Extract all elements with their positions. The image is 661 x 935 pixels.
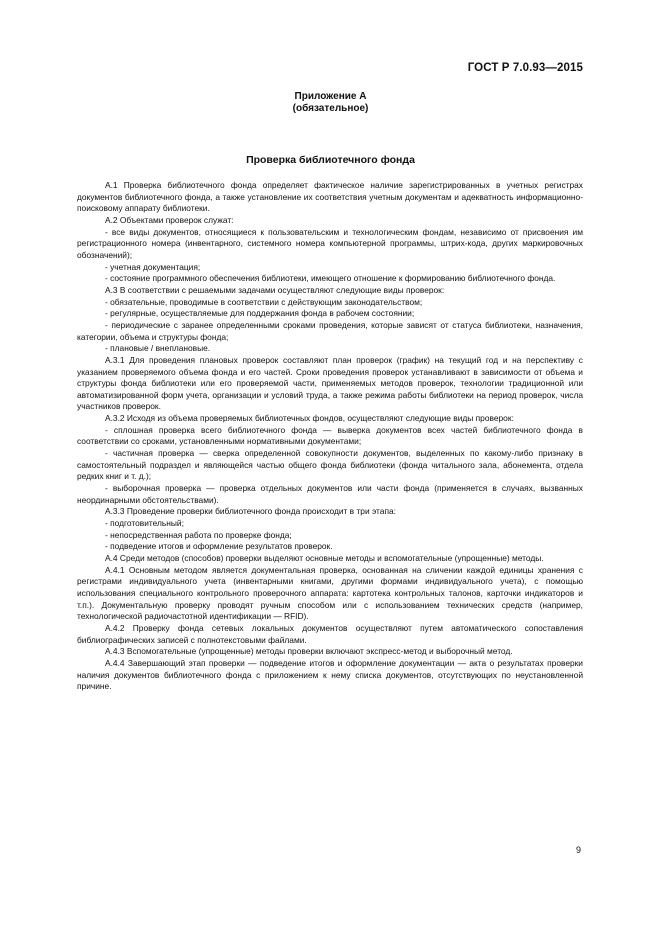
- paragraph: А.1 Проверка библиотечного фонда определяет фактическое наличие зарегистрированных в учетных регистрах документов библиотечного фонда, а также установление их соответствия учетным документам и адекватность информационно-поисковому аппарату библиотеки.: [77, 180, 583, 214]
- appendix-title: Приложение А: [294, 91, 367, 102]
- list-item: - выборочная проверка — проверка отдельных документов или части фонда (применяется в случаях, вызванных неординарными обстоятельствами).: [77, 483, 583, 505]
- list-item: - подготовительный;: [105, 518, 184, 529]
- document-body: [77, 180, 583, 693]
- paragraph: А.3.3 Проведение проверки библиотечного фонда происходит в три этапа:: [105, 506, 396, 517]
- paragraph: А.4.3 Вспомогательные (упрощенные) методы проверки включают экспресс-метод и выборочный метод.: [105, 646, 513, 657]
- list-item: - частичная проверка — сверка определенной совокупности документов, выделенных по какому-либо признаку в самостоятельный подраздел и являющейся частью общего фонда библиотеки (фонда читального зала, абонемента, отдела редких книг и т. д.);: [77, 448, 583, 482]
- paragraph: А.3.2 Исходя из объема проверяемых библиотечных фондов, осуществляют следующие виды проверок:: [105, 413, 514, 424]
- paragraph: А.3.1 Для проведения плановых проверок составляют план проверок (график) на текущий год и на перспективу с указанием проверяемого объема фонда и его частей. Сроки проведения проверок устанавливают в зависимости от объема и структуры фонда библиотеки или его проверяемой части, применяемых методов проверок, технологии традиционной или автоматизированной форм учета, организации и условий труда, а также режима работы библиотеки на период проверок, числа участников проверок.: [77, 354, 583, 412]
- list-item: - сплошная проверка всего библиотечного фонда — выверка документов всех частей библиотечного фонда в соответствии со сроками, установленными нормативными документами;: [77, 424, 583, 447]
- section-title: Проверка библиотечного фонда: [246, 154, 415, 166]
- appendix-subtitle: (обязательное): [292, 103, 369, 114]
- list-item: - периодические с заранее определенными сроками проведения, которые зависят от статуса библиотеки, назначения, категории, объема и структуры фонда;: [77, 319, 583, 342]
- list-item: - плановые / внеплановые.: [105, 343, 211, 354]
- list-item: - регулярные, осуществляемые для поддержания фонда в рабочем состоянии;: [105, 308, 415, 319]
- list-item: - непосредственная работа по проверке фонда;: [105, 529, 292, 540]
- paragraph: А.4.1 Основным методом является документальная проверка, основанная на сличении каждой единицы хранения с регистрами индивидуального учета (инвентарными книгами, другими формами индивидуального учета), с помощью использования специального контрольного проверочного аппарата: картотека контрольных талонов, карточки индикаторов и т.п.). Документальную проверку проводят ручным способом или с использованием технических средств (например, технологической радиочастотной идентификации — RFID).: [77, 564, 583, 622]
- paragraph: А.4.2 Проверку фонда сетевых локальных документов осуществляют путем автоматического сопоставления библиографических записей с полнотекстовыми файлами.: [77, 622, 583, 645]
- list-item: - учетная документация;: [105, 261, 201, 272]
- paragraph: А.4.4 Завершающий этап проверки — подведение итогов и оформление документации — акта о результатах проверки наличия документов библиотечного фонда с приложением к нему списка документов, отсутствующих по неустановленной причине.: [77, 657, 583, 692]
- standard-code: ГОСТ Р 7.0.93—2015: [467, 62, 583, 74]
- appendix-heading: [0, 91, 661, 115]
- paragraph: А.3 В соответствии с решаемыми задачами осуществляют следующие виды проверок:: [105, 284, 445, 295]
- page-number: 9: [575, 845, 581, 855]
- list-item: - все виды документов, относящиеся к пользовательским и технологическим фондам, независимо от присвоения им регистрационного номера (инвентарного, системного номера компьютерной программы, штрих-кода, других маркировочных обозначений);: [77, 226, 583, 260]
- paragraph: А.2 Объектами проверок служат:: [105, 214, 234, 225]
- list-item: - обязательные, проводимые в соответствии с действующим законодательством;: [105, 296, 423, 307]
- paragraph: А.4 Среди методов (способов) проверки выделяют основные методы и вспомогательные (упрощенные) методы.: [105, 553, 544, 563]
- list-item: - состояние программного обеспечения библиотеки, имеющего отношение к формированию библиотечного фонда.: [105, 273, 556, 284]
- list-item: - подведение итогов и оформление результатов проверок.: [105, 541, 333, 552]
